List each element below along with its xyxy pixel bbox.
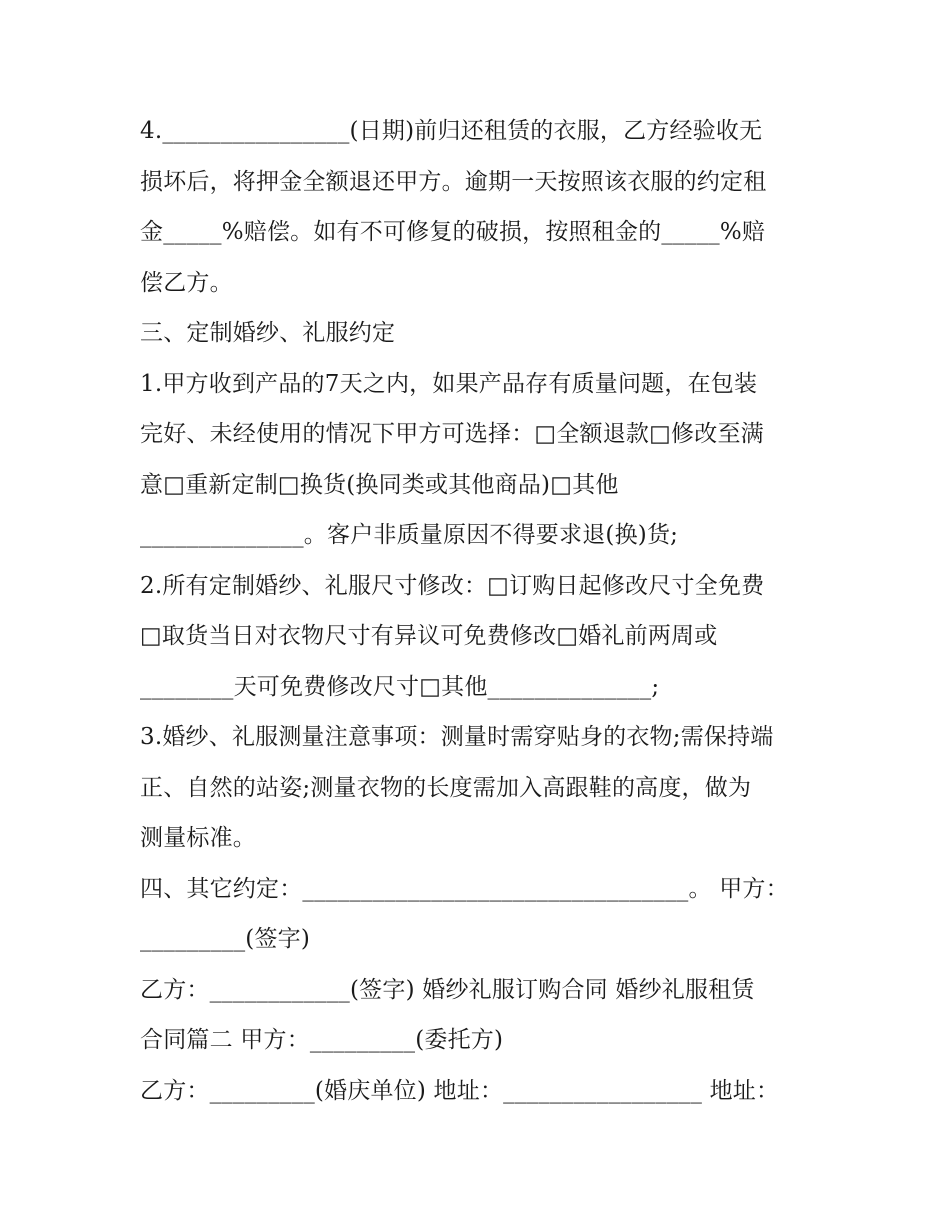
text-line: 损坏后，将押金全额退还甲方。逾期一天按照该衣服的约定租 xyxy=(140,168,767,195)
document-body xyxy=(140,106,820,1116)
text-line: 2.所有定制婚纱、礼服尺寸修改：□订购日起修改尺寸全免费 xyxy=(140,572,765,599)
text-line: 4.________________(日期)前归还租赁的衣服，乙方经验收无 xyxy=(140,118,763,144)
text-line: 完好、未经使用的情况下甲方可选择：□全额退款□修改至满 xyxy=(140,421,764,447)
section-heading: 四、其它约定：_________________________________。 甲方： xyxy=(140,875,789,902)
text-line: 乙方：_________(婚庆单位) 地址：_________________ 地址： xyxy=(140,1077,780,1104)
text-line: 正、自然的站姿;测量衣物的长度需加入高跟鞋的高度，做为 xyxy=(140,774,752,801)
text-line: ______________。客户非质量原因不得要求退(换)货; xyxy=(140,522,679,548)
text-line: _________(签字) xyxy=(140,926,311,952)
text-line: □取货当日对衣物尺寸有异议可免费修改□婚礼前两周或 xyxy=(140,623,718,649)
text-line: 1.甲方收到产品的7天之内，如果产品存有质量问题，在包装 xyxy=(140,370,758,397)
text-line: 意□重新定制□换货(换同类或其他商品)□其他 xyxy=(140,471,619,498)
text-line: 偿乙方。 xyxy=(140,269,233,296)
text-line: 合同篇二 甲方：_________(委托方) xyxy=(140,1027,504,1053)
text-line: 金_____%赔偿。如有不可修复的破损，按照租金的_____%赔 xyxy=(140,219,766,245)
text-line: 乙方：____________(签字) 婚纱礼服订购合同 婚纱礼服租赁 xyxy=(140,976,755,1003)
section-heading: 三、定制婚纱、礼服约定 xyxy=(140,320,396,346)
text-line: ________天可免费修改尺寸□其他______________; xyxy=(140,673,660,700)
text-line: 测量标准。 xyxy=(140,825,256,851)
text-line: 3.婚纱、礼服测量注意事项：测量时需穿贴身的衣物;需保持端 xyxy=(140,724,774,750)
